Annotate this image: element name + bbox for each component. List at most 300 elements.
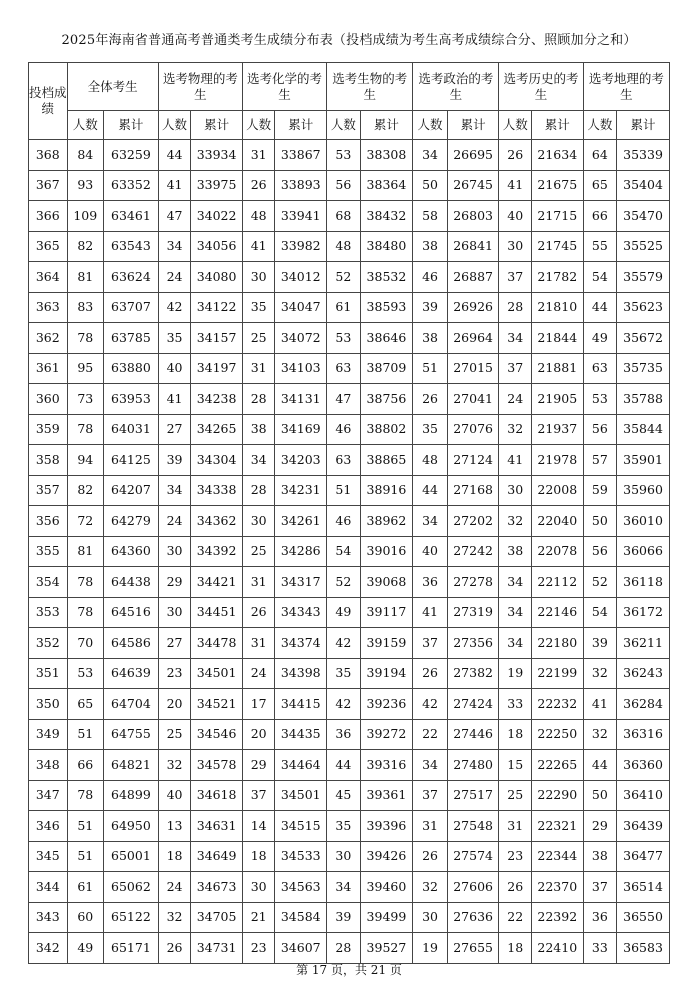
count-cell: 109 — [67, 201, 104, 232]
count-cell: 44 — [583, 750, 616, 781]
count-cell: 33 — [583, 933, 616, 964]
cumulative-cell: 27168 — [447, 475, 499, 506]
count-cell: 32 — [158, 902, 190, 933]
count-cell: 68 — [327, 201, 360, 232]
count-cell: 44 — [327, 750, 360, 781]
cumulative-cell: 38865 — [360, 445, 413, 476]
score-cell: 348 — [29, 750, 68, 781]
count-cell: 31 — [499, 811, 531, 842]
cumulative-cell: 65062 — [104, 872, 159, 903]
cumulative-cell: 27517 — [447, 780, 499, 811]
cumulative-cell: 34464 — [275, 750, 327, 781]
header-cumulative: 累计 — [104, 111, 159, 140]
cumulative-cell: 22250 — [531, 719, 583, 750]
count-cell: 41 — [158, 384, 190, 415]
cumulative-cell: 33934 — [191, 140, 243, 171]
cumulative-cell: 34478 — [191, 628, 243, 659]
table-row — [29, 689, 670, 720]
count-cell: 24 — [242, 658, 274, 689]
cumulative-cell: 22078 — [531, 536, 583, 567]
cumulative-cell: 38802 — [360, 414, 413, 445]
cumulative-cell: 27446 — [447, 719, 499, 750]
cumulative-cell: 22232 — [531, 689, 583, 720]
cumulative-cell: 34304 — [191, 445, 243, 476]
count-cell: 70 — [67, 628, 104, 659]
cumulative-cell: 36477 — [617, 841, 670, 872]
count-cell: 52 — [327, 262, 360, 293]
count-cell: 34 — [499, 597, 531, 628]
cumulative-cell: 64360 — [104, 536, 159, 567]
cumulative-cell: 34584 — [275, 902, 327, 933]
cumulative-cell: 21881 — [531, 353, 583, 384]
cumulative-cell: 63880 — [104, 353, 159, 384]
cumulative-cell: 39527 — [360, 933, 413, 964]
count-cell: 31 — [413, 811, 447, 842]
count-cell: 61 — [67, 872, 104, 903]
page-title: 2025年海南省普通高考普通类考生成绩分布表（投档成绩为考生高考成绩综合分、照顾加分之和） — [61, 33, 637, 48]
count-cell: 51 — [67, 719, 104, 750]
cumulative-cell: 63785 — [104, 323, 159, 354]
cumulative-cell: 33975 — [191, 170, 243, 201]
score-cell: 355 — [29, 536, 68, 567]
count-cell: 78 — [67, 597, 104, 628]
table-row — [29, 811, 670, 842]
count-cell: 65 — [583, 170, 616, 201]
cumulative-cell: 22410 — [531, 933, 583, 964]
count-cell: 35 — [413, 414, 447, 445]
cumulative-cell: 34080 — [191, 262, 243, 293]
score-cell: 350 — [29, 689, 68, 720]
count-cell: 81 — [67, 536, 104, 567]
cumulative-cell: 27636 — [447, 902, 499, 933]
cumulative-cell: 38364 — [360, 170, 413, 201]
count-cell: 56 — [583, 414, 616, 445]
cumulative-cell: 34265 — [191, 414, 243, 445]
cumulative-cell: 64899 — [104, 780, 159, 811]
cumulative-cell: 34047 — [275, 292, 327, 323]
cumulative-cell: 39236 — [360, 689, 413, 720]
count-cell: 63 — [583, 353, 616, 384]
count-cell: 44 — [158, 140, 190, 171]
table-row — [29, 597, 670, 628]
cumulative-cell: 36550 — [617, 902, 670, 933]
cumulative-cell: 63624 — [104, 262, 159, 293]
count-cell: 49 — [67, 933, 104, 964]
cumulative-cell: 34607 — [275, 933, 327, 964]
count-cell: 63 — [327, 353, 360, 384]
cumulative-cell: 34157 — [191, 323, 243, 354]
count-cell: 35 — [242, 292, 274, 323]
count-cell: 53 — [583, 384, 616, 415]
header-count: 人数 — [499, 111, 531, 140]
count-cell: 50 — [583, 780, 616, 811]
score-cell: 351 — [29, 658, 68, 689]
header-group-politics: 选考政治的考生 — [413, 63, 499, 111]
cumulative-cell: 34231 — [275, 475, 327, 506]
cumulative-cell: 26887 — [447, 262, 499, 293]
cumulative-cell: 63543 — [104, 231, 159, 262]
cumulative-cell: 63707 — [104, 292, 159, 323]
cumulative-cell: 35788 — [617, 384, 670, 415]
score-cell: 349 — [29, 719, 68, 750]
count-cell: 45 — [327, 780, 360, 811]
cumulative-cell: 22180 — [531, 628, 583, 659]
cumulative-cell: 64950 — [104, 811, 159, 842]
cumulative-cell: 33893 — [275, 170, 327, 201]
count-cell: 24 — [499, 384, 531, 415]
header-row-groups — [29, 63, 670, 111]
cumulative-cell: 22040 — [531, 506, 583, 537]
score-cell: 362 — [29, 323, 68, 354]
count-cell: 55 — [583, 231, 616, 262]
count-cell: 32 — [583, 658, 616, 689]
count-cell: 44 — [583, 292, 616, 323]
cumulative-cell: 22265 — [531, 750, 583, 781]
table-row — [29, 567, 670, 598]
count-cell: 41 — [499, 445, 531, 476]
cumulative-cell: 38480 — [360, 231, 413, 262]
count-cell: 28 — [327, 933, 360, 964]
count-cell: 53 — [327, 323, 360, 354]
cumulative-cell: 22321 — [531, 811, 583, 842]
count-cell: 29 — [158, 567, 190, 598]
count-cell: 78 — [67, 567, 104, 598]
count-cell: 18 — [242, 841, 274, 872]
count-cell: 29 — [242, 750, 274, 781]
header-count: 人数 — [158, 111, 190, 140]
count-cell: 83 — [67, 292, 104, 323]
count-cell: 47 — [158, 201, 190, 232]
score-cell: 367 — [29, 170, 68, 201]
count-cell: 61 — [327, 292, 360, 323]
table-row — [29, 353, 670, 384]
cumulative-cell: 34649 — [191, 841, 243, 872]
header-cumulative: 累计 — [275, 111, 327, 140]
table-row — [29, 628, 670, 659]
count-cell: 34 — [158, 475, 190, 506]
cumulative-cell: 21745 — [531, 231, 583, 262]
count-cell: 49 — [583, 323, 616, 354]
count-cell: 38 — [413, 323, 447, 354]
cumulative-cell: 64516 — [104, 597, 159, 628]
cumulative-cell: 27076 — [447, 414, 499, 445]
cumulative-cell: 34343 — [275, 597, 327, 628]
count-cell: 82 — [67, 231, 104, 262]
cumulative-cell: 39361 — [360, 780, 413, 811]
count-cell: 32 — [583, 719, 616, 750]
score-cell: 342 — [29, 933, 68, 964]
count-cell: 26 — [242, 597, 274, 628]
cumulative-cell: 64207 — [104, 475, 159, 506]
count-cell: 53 — [327, 140, 360, 171]
cumulative-cell: 27424 — [447, 689, 499, 720]
count-cell: 46 — [413, 262, 447, 293]
count-cell: 30 — [242, 506, 274, 537]
cumulative-cell: 27319 — [447, 597, 499, 628]
cumulative-cell: 38962 — [360, 506, 413, 537]
cumulative-cell: 64821 — [104, 750, 159, 781]
count-cell: 24 — [158, 872, 190, 903]
cumulative-cell: 39316 — [360, 750, 413, 781]
count-cell: 54 — [327, 536, 360, 567]
count-cell: 53 — [67, 658, 104, 689]
cumulative-cell: 34169 — [275, 414, 327, 445]
cumulative-cell: 26926 — [447, 292, 499, 323]
count-cell: 50 — [583, 506, 616, 537]
count-cell: 34 — [413, 506, 447, 537]
count-cell: 26 — [242, 170, 274, 201]
count-cell: 42 — [327, 689, 360, 720]
count-cell: 26 — [158, 933, 190, 964]
count-cell: 28 — [499, 292, 531, 323]
cumulative-cell: 27480 — [447, 750, 499, 781]
cumulative-cell: 34546 — [191, 719, 243, 750]
count-cell: 26 — [499, 140, 531, 171]
count-cell: 20 — [242, 719, 274, 750]
count-cell: 24 — [158, 262, 190, 293]
count-cell: 20 — [158, 689, 190, 720]
table-row — [29, 292, 670, 323]
cumulative-cell: 65001 — [104, 841, 159, 872]
count-cell: 56 — [327, 170, 360, 201]
score-cell: 354 — [29, 567, 68, 598]
count-cell: 18 — [158, 841, 190, 872]
cumulative-cell: 36360 — [617, 750, 670, 781]
count-cell: 19 — [413, 933, 447, 964]
count-cell: 36 — [327, 719, 360, 750]
count-cell: 66 — [67, 750, 104, 781]
table-row — [29, 170, 670, 201]
header-count: 人数 — [67, 111, 104, 140]
count-cell: 63 — [327, 445, 360, 476]
table-row — [29, 323, 670, 354]
cumulative-cell: 21675 — [531, 170, 583, 201]
cumulative-cell: 34286 — [275, 536, 327, 567]
count-cell: 40 — [413, 536, 447, 567]
cumulative-cell: 21905 — [531, 384, 583, 415]
table-row — [29, 933, 670, 964]
count-cell: 51 — [67, 841, 104, 872]
score-cell: 353 — [29, 597, 68, 628]
count-cell: 31 — [242, 353, 274, 384]
count-cell: 36 — [583, 902, 616, 933]
table-row — [29, 719, 670, 750]
cumulative-cell: 27655 — [447, 933, 499, 964]
cumulative-cell: 34261 — [275, 506, 327, 537]
page-footer: 第 17 页，共 21 页 — [296, 963, 402, 977]
cumulative-cell: 27382 — [447, 658, 499, 689]
cumulative-cell: 65171 — [104, 933, 159, 964]
cumulative-cell: 65122 — [104, 902, 159, 933]
count-cell: 93 — [67, 170, 104, 201]
count-cell: 81 — [67, 262, 104, 293]
cumulative-cell: 34131 — [275, 384, 327, 415]
count-cell: 38 — [242, 414, 274, 445]
score-distribution-table — [28, 62, 670, 964]
header-group-geography: 选考地理的考生 — [583, 63, 669, 111]
count-cell: 18 — [499, 719, 531, 750]
header-cumulative: 累计 — [617, 111, 670, 140]
header-cumulative: 累计 — [191, 111, 243, 140]
cumulative-cell: 22008 — [531, 475, 583, 506]
count-cell: 31 — [242, 628, 274, 659]
count-cell: 39 — [158, 445, 190, 476]
table-row — [29, 475, 670, 506]
cumulative-cell: 63953 — [104, 384, 159, 415]
cumulative-cell: 36316 — [617, 719, 670, 750]
count-cell: 48 — [413, 445, 447, 476]
header-count: 人数 — [583, 111, 616, 140]
cumulative-cell: 33867 — [275, 140, 327, 171]
score-cell: 361 — [29, 353, 68, 384]
header-cumulative: 累计 — [447, 111, 499, 140]
table-row — [29, 841, 670, 872]
cumulative-cell: 63461 — [104, 201, 159, 232]
count-cell: 37 — [413, 628, 447, 659]
count-cell: 24 — [158, 506, 190, 537]
count-cell: 26 — [413, 841, 447, 872]
table-body — [29, 140, 670, 964]
count-cell: 51 — [413, 353, 447, 384]
header-group-chemistry: 选考化学的考生 — [242, 63, 326, 111]
cumulative-cell: 35623 — [617, 292, 670, 323]
cumulative-cell: 34203 — [275, 445, 327, 476]
cumulative-cell: 26964 — [447, 323, 499, 354]
table-row — [29, 231, 670, 262]
header-row-sub — [29, 111, 670, 140]
score-cell: 346 — [29, 811, 68, 842]
cumulative-cell: 21937 — [531, 414, 583, 445]
score-cell: 360 — [29, 384, 68, 415]
count-cell: 30 — [413, 902, 447, 933]
count-cell: 23 — [242, 933, 274, 964]
cumulative-cell: 27015 — [447, 353, 499, 384]
count-cell: 29 — [583, 811, 616, 842]
cumulative-cell: 26841 — [447, 231, 499, 262]
score-cell: 345 — [29, 841, 68, 872]
count-cell: 60 — [67, 902, 104, 933]
count-cell: 32 — [158, 750, 190, 781]
count-cell: 52 — [327, 567, 360, 598]
score-cell: 344 — [29, 872, 68, 903]
count-cell: 32 — [413, 872, 447, 903]
cumulative-cell: 21844 — [531, 323, 583, 354]
header-group-physics: 选考物理的考生 — [158, 63, 242, 111]
cumulative-cell: 33941 — [275, 201, 327, 232]
count-cell: 34 — [413, 750, 447, 781]
count-cell: 48 — [327, 231, 360, 262]
cumulative-cell: 22112 — [531, 567, 583, 598]
count-cell: 18 — [499, 933, 531, 964]
cumulative-cell: 39068 — [360, 567, 413, 598]
cumulative-cell: 21715 — [531, 201, 583, 232]
count-cell: 39 — [327, 902, 360, 933]
cumulative-cell: 38756 — [360, 384, 413, 415]
cumulative-cell: 26745 — [447, 170, 499, 201]
score-cell: 364 — [29, 262, 68, 293]
cumulative-cell: 36010 — [617, 506, 670, 537]
cumulative-cell: 34631 — [191, 811, 243, 842]
cumulative-cell: 34392 — [191, 536, 243, 567]
count-cell: 34 — [158, 231, 190, 262]
count-cell: 48 — [242, 201, 274, 232]
header-count: 人数 — [242, 111, 274, 140]
cumulative-cell: 27278 — [447, 567, 499, 598]
cumulative-cell: 34197 — [191, 353, 243, 384]
cumulative-cell: 39426 — [360, 841, 413, 872]
count-cell: 42 — [327, 628, 360, 659]
count-cell: 22 — [499, 902, 531, 933]
count-cell: 41 — [158, 170, 190, 201]
count-cell: 37 — [583, 872, 616, 903]
score-cell: 357 — [29, 475, 68, 506]
count-cell: 38 — [583, 841, 616, 872]
cumulative-cell: 26803 — [447, 201, 499, 232]
cumulative-cell: 38308 — [360, 140, 413, 171]
cumulative-cell: 64031 — [104, 414, 159, 445]
count-cell: 34 — [327, 872, 360, 903]
count-cell: 35 — [158, 323, 190, 354]
score-cell: 343 — [29, 902, 68, 933]
cumulative-cell: 35960 — [617, 475, 670, 506]
cumulative-cell: 36118 — [617, 567, 670, 598]
cumulative-cell: 27202 — [447, 506, 499, 537]
cumulative-cell: 36066 — [617, 536, 670, 567]
table-row — [29, 414, 670, 445]
cumulative-cell: 34012 — [275, 262, 327, 293]
count-cell: 30 — [327, 841, 360, 872]
count-cell: 39 — [583, 628, 616, 659]
cumulative-cell: 26695 — [447, 140, 499, 171]
cumulative-cell: 36172 — [617, 597, 670, 628]
count-cell: 37 — [242, 780, 274, 811]
cumulative-cell: 35470 — [617, 201, 670, 232]
count-cell: 23 — [158, 658, 190, 689]
cumulative-cell: 22199 — [531, 658, 583, 689]
table-row — [29, 750, 670, 781]
cumulative-cell: 64438 — [104, 567, 159, 598]
cumulative-cell: 36583 — [617, 933, 670, 964]
count-cell: 54 — [583, 262, 616, 293]
count-cell: 57 — [583, 445, 616, 476]
count-cell: 78 — [67, 780, 104, 811]
cumulative-cell: 39117 — [360, 597, 413, 628]
count-cell: 35 — [327, 658, 360, 689]
count-cell: 40 — [158, 780, 190, 811]
cumulative-cell: 27574 — [447, 841, 499, 872]
count-cell: 25 — [158, 719, 190, 750]
cumulative-cell: 34563 — [275, 872, 327, 903]
cumulative-cell: 39460 — [360, 872, 413, 903]
count-cell: 37 — [499, 262, 531, 293]
cumulative-cell: 27242 — [447, 536, 499, 567]
cumulative-cell: 35404 — [617, 170, 670, 201]
header-group-history: 选考历史的考生 — [499, 63, 583, 111]
cumulative-cell: 34578 — [191, 750, 243, 781]
cumulative-cell: 34362 — [191, 506, 243, 537]
cumulative-cell: 34501 — [191, 658, 243, 689]
cumulative-cell: 34533 — [275, 841, 327, 872]
cumulative-cell: 21978 — [531, 445, 583, 476]
count-cell: 17 — [242, 689, 274, 720]
count-cell: 82 — [67, 475, 104, 506]
cumulative-cell: 34421 — [191, 567, 243, 598]
header-score: 投档成绩 — [29, 63, 68, 140]
cumulative-cell: 63259 — [104, 140, 159, 171]
cumulative-cell: 34056 — [191, 231, 243, 262]
cumulative-cell: 39396 — [360, 811, 413, 842]
count-cell: 52 — [583, 567, 616, 598]
